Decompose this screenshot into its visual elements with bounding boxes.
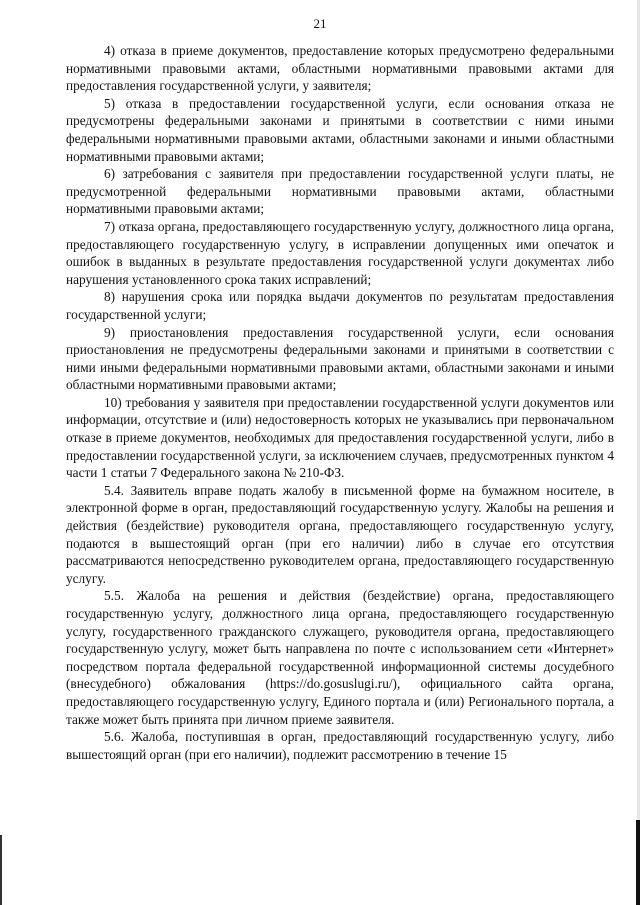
page-number: 21	[313, 16, 327, 31]
paragraph-section-5-5: 5.5. Жалоба на решения и действия (бездействие) органа, предоставляющего государственную услугу, должностного лица органа, предоставляющего государственную услугу, государственного гражданского служащего, руководителя органа, предоставляющего государственную услугу, может быть направлена по почте с использованием сети «Интернет» посредством портала федеральной государственной информационной системы досудебного (внесудебного) обжалования (https://do.gosuslugi.ru/), официального сайта органа, предоставляющего государственную услугу, Единого портала и (или) Регионального портала, а также может быть принята при личном приеме заявителя.	[66, 588, 614, 727]
paragraph-item-10: 10) требования у заявителя при предоставлении государственной услуги документов или информации, отсутствие и (или) недостоверность которых не указывались при первоначальном отказе в приеме документов, необходимых для предоставления государственной услуги, либо в предоставлении государственной услуги, за исключением случаев, предусмотренных пунктом 4 части 1 статьи 7 Федерального закона № 210-ФЗ.	[66, 394, 614, 481]
scan-edge-right-bottom	[636, 820, 640, 905]
scan-edge-left-bottom	[0, 835, 2, 905]
paragraph-item-4: 4) отказа в приеме документов, предоставление которых предусмотрено федеральными нормативными правовыми актами, областными нормативными правовыми актами для предоставления государственной услуги, у заявителя;	[66, 43, 614, 94]
paragraph-item-6: 6) затребования с заявителя при предоставлении государственной услуги платы, не предусмотренной федеральными нормативными правовыми актами, областными нормативными правовыми актами;	[66, 166, 614, 217]
paragraph-section-5-4: 5.4. Заявитель вправе подать жалобу в письменной форме на бумажном носителе, в электронной форме в орган, предоставляющий государственную услугу. Жалобы на решения и действия (бездействие) руководителя органа, предоставляющего государственную услугу, подаются в вышестоящий орган (при его наличии) либо в случае его отсутствия рассматриваются непосредственно руководителем органа, предоставляющего государственную услугу.	[66, 482, 614, 586]
paragraph-item-5: 5) отказа в предоставлении государственной услуги, если основания отказа не предусмотрены федеральными законами и принятыми в соответствии с ними иными федеральными нормативными правовыми актами, областными законами и иными областными нормативными правовыми актами;	[66, 95, 614, 164]
paragraph-section-5-6: 5.6. Жалоба, поступившая в орган, предоставляющий государственную услугу, либо вышестоящий орган (при его наличии), подлежит рассмотрению в течение 15	[66, 729, 614, 762]
document-body	[66, 42, 614, 763]
paragraph-item-9: 9) приостановления предоставления государственной услуги, если основания приостановления не предусмотрены федеральными законами и принятыми в соответствии с ними иными федеральными нормативными правовыми актами, областными законами и иными областными нормативными правовыми актами;	[66, 324, 614, 393]
paragraph-item-7: 7) отказа органа, предоставляющего государственную услугу, должностного лица органа, предоставляющего государственную услугу, в исправлении допущенных ими опечаток и ошибок в выданных в результате предоставления государственной услуги документах либо нарушения установленного срока таких исправлений;	[66, 218, 614, 287]
paragraph-item-8: 8) нарушения срока или порядка выдачи документов по результатам предоставления государственной услуги;	[66, 289, 614, 322]
